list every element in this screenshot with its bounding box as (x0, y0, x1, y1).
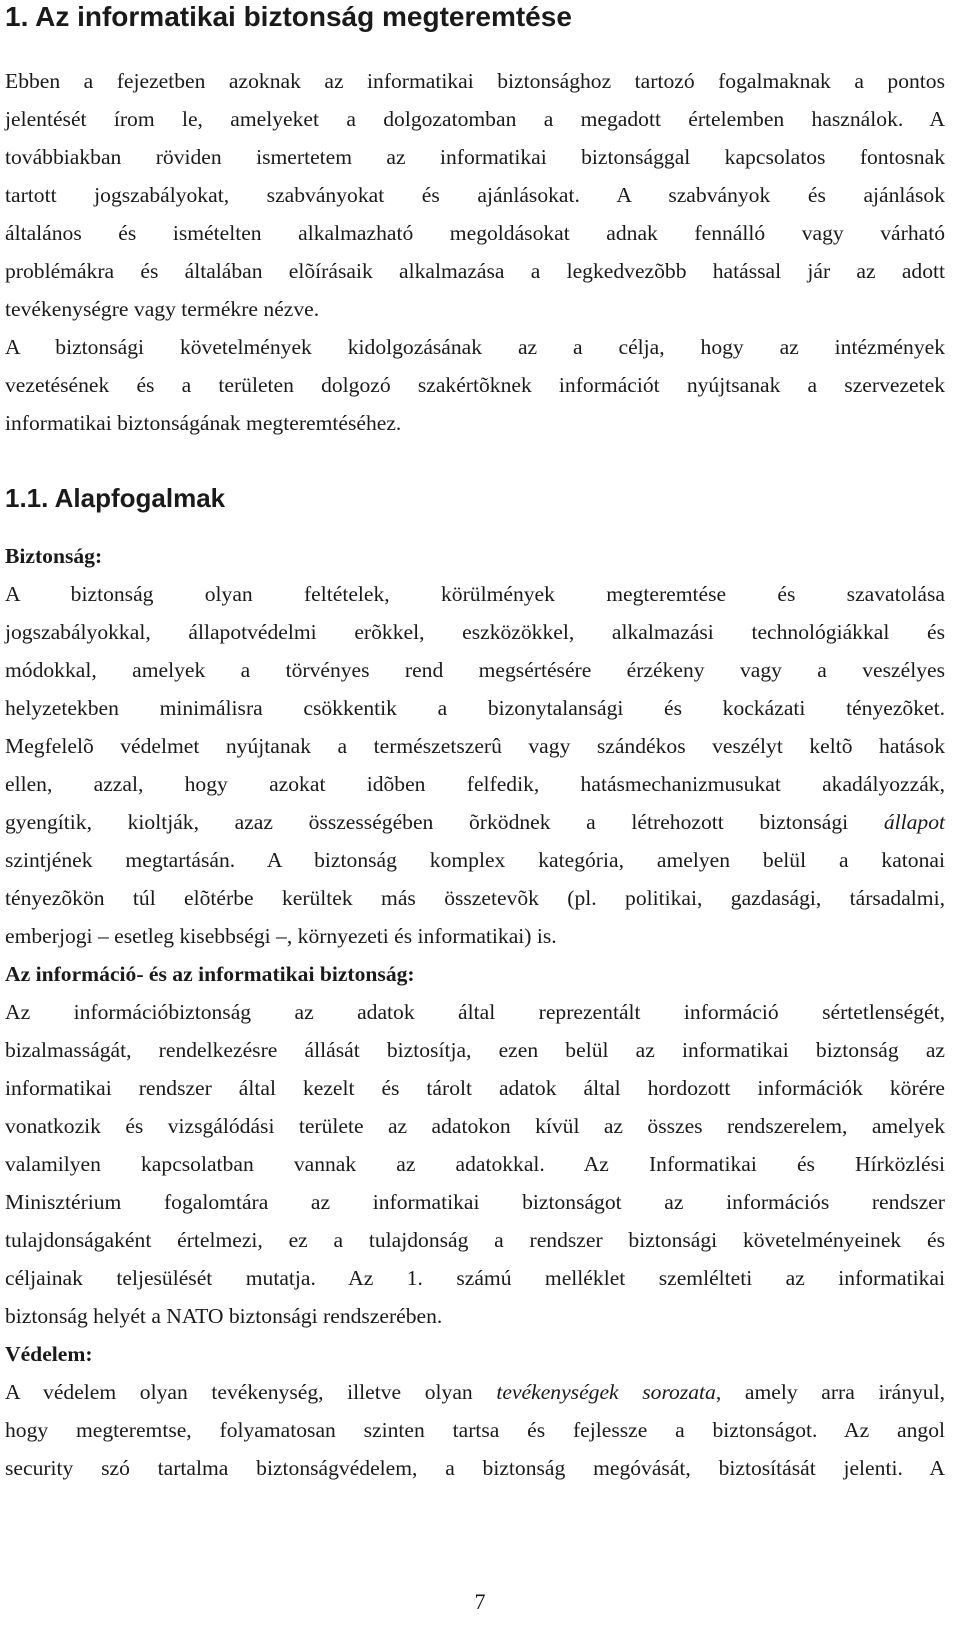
text-line: security szó tartalma biztonságvédelem, a biztonság megóvását, biztosítását jelenti. A (5, 1456, 945, 1480)
text-line: problémákra és általában elõírásaik alkalmazása a legkedvezõbb hatással jár az adott (5, 259, 945, 283)
text-line: tulajdonságaként értelmezi, ez a tulajdonság a rendszer biztonsági követelményeinek és (5, 1228, 945, 1252)
text-line: módokkal, amelyek a törvényes rend megsértésére érzékeny vagy a veszélyes (5, 658, 945, 682)
text-line: emberjogi – esetleg kisebbségi –, környezeti és informatikai) is. (5, 924, 557, 948)
text-line: hogy megteremtse, folyamatosan szinten tartsa és fejlessze a biztonságot. Az angol (5, 1418, 945, 1442)
text-line: vezetésének és a területen dolgozó szakértõknek információt nyújtsanak a szervezetek (5, 373, 945, 397)
text-line: tartott jogszabályokat, szabványokat és ajánlásokat. A szabványok és ajánlások (5, 183, 945, 207)
term-security: Biztonság: (5, 544, 103, 568)
text-line: céljainak teljesülését mutatja. Az 1. számú melléklet szemlélteti az informatikai (5, 1266, 945, 1290)
text-line: általános és ismételten alkalmazható megoldásokat adnak fennálló vagy várható (5, 221, 945, 245)
text-line: A biztonság olyan feltételek, körülmények megteremtése és szavatolása (5, 582, 945, 606)
text-line: továbbiakban röviden ismertetem az informatikai biztonsággal kapcsolatos fontosnak (5, 145, 945, 169)
text-line: vonatkozik és vizsgálódási területe az adatokon kívül az összes rendszerelem, amelyek (5, 1114, 945, 1138)
definitions (5, 537, 945, 1487)
text-line: szintjének megtartásán. A biztonság komplex kategória, amelyen belül a katonai (5, 848, 945, 872)
page-number: 7 (474, 1589, 486, 1614)
text-line: informatikai rendszer által kezelt és tárolt adatok által hordozott információk körére (5, 1076, 945, 1100)
text-line: tevékenységre vagy termékre nézve. (5, 297, 320, 321)
text-line: valamilyen kapcsolatban vannak az adatokkal. Az Informatikai és Hírközlési (5, 1152, 945, 1176)
text-line: biztonság helyét a NATO biztonsági rendszerében. (5, 1304, 443, 1328)
italic-phrase: tevékenységek sorozata (496, 1380, 716, 1404)
chapter-title: 1. Az informatikai biztonság megteremtése (5, 1, 572, 32)
section-title: 1.1. Alapfogalmak (5, 483, 226, 513)
text-line: ellen, azzal, hogy azokat idõben felfedik, hatásmechanizmusukat akadályozzák, (5, 772, 945, 796)
text-line: Megfelelõ védelmet nyújtanak a természetszerû vagy szándékos veszélyt keltõ hatások (5, 734, 945, 758)
text-line: Minisztérium fogalomtára az informatikai biztonságot az információs rendszer (5, 1190, 945, 1214)
text-segment: , amely arra irányul, (715, 1380, 946, 1404)
text-line: A biztonsági követelmények kidolgozásának az a célja, hogy az intézmények (5, 335, 945, 359)
text-line: jelentését írom le, amelyeket a dolgozatomban a megadott értelemben használok. A (5, 107, 945, 131)
text-line: tényezõkön túl elõtérbe kerültek más összetevõk (pl. politikai, gazdasági, társadalmi, (5, 886, 945, 910)
italic-word: állapot (883, 810, 945, 834)
text-line: helyzetekben minimálisra csökkentik a bizonytalansági és kockázati tényezõket. (5, 696, 945, 720)
text-line-with-italic (5, 803, 945, 841)
text-line: Ebben a fejezetben azoknak az informatikai biztonsághoz tartozó fogalmaknak a pontos (5, 69, 945, 93)
text-line: jogszabályokkal, állapotvédelmi erõkkel, eszközökkel, alkalmazási technológiákkal és (5, 620, 945, 644)
text-line-with-italic (5, 1373, 945, 1411)
text-line: bizalmasságát, rendelkezésre állását biztosítja, ezen belül az informatikai biztonság az (5, 1038, 945, 1062)
term-infosec: Az információ- és az informatikai biztonság: (5, 962, 415, 986)
text-segment: A védelem olyan tevékenység, illetve olyan (5, 1380, 497, 1404)
text-line: Az információbiztonság az adatok által reprezentált információ sértetlenségét, (5, 1000, 945, 1024)
intro-paragraphs (5, 62, 945, 442)
term-protection: Védelem: (5, 1342, 93, 1366)
text-line: informatikai biztonságának megteremtéséhez. (5, 411, 402, 435)
text-segment: gyengítik, kioltják, azaz összességében õrködnek a létrehozott biztonsági (5, 810, 849, 834)
